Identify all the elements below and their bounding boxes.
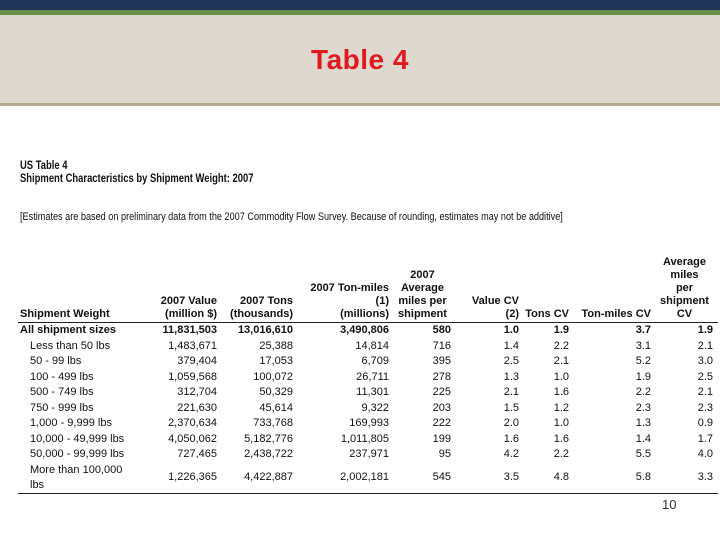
table-cell: 1.6 [553,386,569,399]
table-cell: 2.1 [697,339,713,352]
column-header-line: (million $) [165,308,217,320]
column-header [524,256,574,323]
table-cell: 1.4 [635,432,651,445]
table-cell: 3.7 [635,324,651,337]
table-cell: 11,301 [356,386,389,399]
table-cell: 312,704 [177,386,217,399]
table-cell: 0.9 [697,417,713,430]
table-cell: 2.2 [635,386,651,399]
row-label-cell: All shipment sizes [20,324,116,337]
table-body [18,323,718,494]
table-cell: 1.3 [503,370,519,383]
table-cell: 2,370,634 [168,417,217,430]
table-cell: 4,422,887 [244,471,293,483]
row-label-cell: More than 100,000 lbs [30,463,123,491]
table-cell: 5.8 [635,471,651,483]
column-header-line: 2007 Ton-miles (1) [310,282,389,307]
table-cell: 95 [438,448,451,461]
table-cell: 4.8 [553,471,569,483]
table-cell: 2.2 [553,448,569,461]
table-cell: 1,483,671 [168,339,217,352]
table-cell: 225 [432,386,451,399]
column-header-line: shipment [398,308,447,320]
table-cell: 2,438,722 [244,448,293,461]
table-cell: 203 [432,401,451,414]
column-header-line: CV [676,308,693,320]
table-cell: 221,630 [177,401,217,414]
table-cell: 6,709 [361,355,389,368]
table-cell: 1.5 [503,401,519,414]
table-row [18,432,718,448]
table-cell: 2,002,181 [340,471,389,483]
table-cell: 50,329 [259,386,293,399]
table-cell: 2.1 [697,386,713,399]
row-label-cell: 500 - 749 lbs [30,386,94,399]
row-label-cell: 750 - 999 lbs [30,401,94,414]
table-cell: 237,971 [349,448,389,461]
column-header [142,256,222,323]
table-cell: 26,711 [356,370,389,383]
table-cell: 2.3 [635,401,651,414]
table-cell: 2.0 [503,417,519,430]
table-cell: 1.7 [697,432,713,445]
table-cell: 100,072 [253,370,293,383]
column-header-line: 2007 Average [400,269,444,294]
slide-title: Table 4 [311,44,409,75]
table-cell: 45,614 [259,401,293,414]
table-heading-line-2: Shipment Characteristics by Shipment Weight: 2007 [20,172,254,185]
table-cell: 545 [432,471,451,483]
table-row [18,416,718,432]
table-cell: 1.0 [503,324,519,337]
table-total-row [18,323,718,339]
column-header [394,256,456,323]
table-cell: 2.1 [503,386,519,399]
table-cell: 1.9 [553,324,569,337]
table-cell: 4.0 [697,448,713,461]
table-cell: 2.3 [697,401,713,414]
table-cell: 1,059,568 [168,370,217,383]
table-cell: 13,016,610 [237,324,293,337]
column-header-line: Shipment Weight [20,308,110,320]
table-row [18,385,718,401]
table-cell: 716 [432,339,451,352]
table-cell: 5,182,776 [244,432,293,445]
table-heading-line-1: US Table 4 [20,160,68,172]
table-cell: 169,993 [349,417,389,430]
row-label-cell: 50,000 - 99,999 lbs [30,448,125,461]
table-cell: 2.5 [697,370,713,383]
table-cell: 17,053 [259,355,293,368]
column-header-line: 2007 Tons [240,295,293,307]
column-header [574,256,656,323]
column-header [656,256,718,323]
table-cell: 3,490,806 [340,324,389,337]
shipment-weight-table [18,256,718,494]
table-cell: 379,404 [177,355,217,368]
table-cell: 1.9 [697,324,713,337]
table-row [18,447,718,463]
column-header-line: Value CV (2) [471,295,519,320]
table-row [18,463,718,494]
table-cell: 2.2 [553,339,569,352]
column-header-line: (thousands) [230,308,293,320]
table-cell: 580 [432,324,451,337]
table-cell: 1.3 [635,417,651,430]
table-cell: 3.1 [635,339,651,352]
column-header [298,256,394,323]
row-label-cell: 50 - 99 lbs [30,355,82,368]
table-cell: 25,388 [259,339,293,352]
column-header-line: per shipment [660,282,709,307]
table-cell: 1.2 [553,401,569,414]
table-cell: 3.0 [697,355,713,368]
table-cell: 1.9 [635,370,651,383]
row-label-cell: 1,000 - 9,999 lbs [30,417,112,430]
table-cell: 5.2 [635,355,651,368]
table-heading [20,160,254,185]
table-cell: 9,322 [361,401,389,414]
table-cell: 199 [432,432,451,445]
table-cell: 4,050,062 [168,432,217,445]
column-header [456,256,524,323]
table-row [18,339,718,355]
column-header-line: Ton-miles CV [581,308,651,320]
column-header-line: (millions) [340,308,389,320]
row-label-cell: 10,000 - 49,999 lbs [30,432,125,445]
table-cell: 1.6 [503,432,519,445]
column-header-line: miles per [398,295,447,307]
table-cell: 3.5 [503,471,519,483]
table-cell: 4.2 [503,448,519,461]
table-cell: 278 [432,370,451,383]
table-row [18,354,718,370]
top-accent-bar [0,0,720,10]
table-header-row [18,256,718,323]
table-cell: 2.5 [503,355,519,368]
table-cell: 2.1 [553,355,569,368]
column-header-line: 2007 Value [160,295,217,307]
column-header [222,256,298,323]
table-cell: 222 [432,417,451,430]
table-row [18,401,718,417]
column-header-line: Tons CV [525,308,569,320]
page-number: 10 [662,497,677,512]
row-label-cell: 100 - 499 lbs [30,370,94,383]
table-cell: 3.3 [697,471,713,483]
table-cell: 1.0 [553,417,569,430]
table-cell: 11,831,503 [162,324,217,337]
table-cell: 395 [432,355,451,368]
table-note: [Estimates are based on preliminary data from the 2007 Commodity Flow Survey. Because of rounding, estimates may not be additive] [20,211,563,223]
table-cell: 1.0 [553,370,569,383]
table-cell: 14,814 [355,339,389,352]
table-cell: 1,011,805 [340,432,389,445]
column-header [18,256,142,323]
table-cell: 1.4 [503,339,519,352]
table-cell: 727,465 [177,448,217,461]
table-cell: 733,768 [253,417,293,430]
column-header-line: Average miles [662,256,706,281]
table-cell: 5.5 [635,448,651,461]
row-label-cell: Less than 50 lbs [30,339,111,352]
table-row [18,370,718,386]
table-cell: 1,226,365 [168,471,217,483]
table-cell: 1.6 [553,432,569,445]
